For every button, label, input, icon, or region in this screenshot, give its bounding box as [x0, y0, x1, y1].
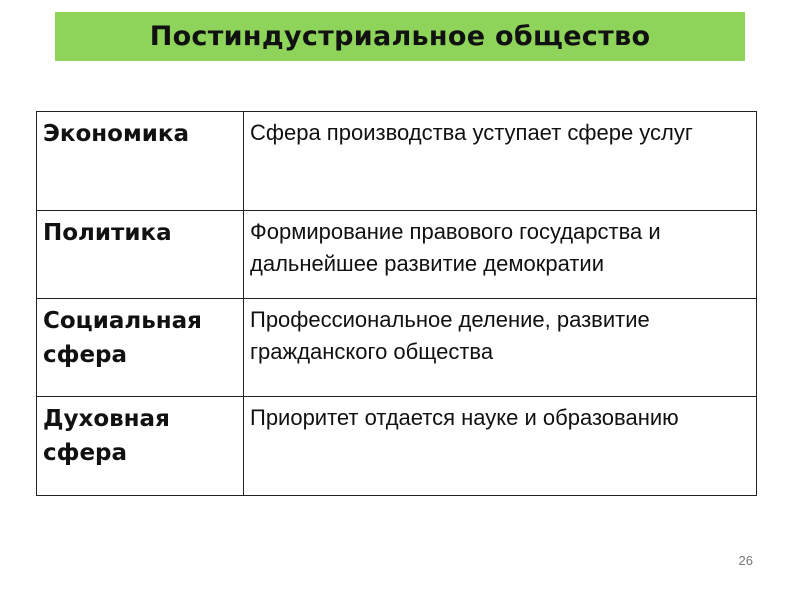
- table-row: [37, 211, 757, 299]
- row-label: Духовная сфера: [37, 397, 244, 496]
- title-banner: [55, 12, 745, 61]
- row-description: Формирование правового государства и дальнейшее развитие демократии: [244, 211, 757, 299]
- row-label: Экономика: [37, 112, 244, 211]
- page-number: 26: [738, 553, 753, 568]
- society-table: [36, 111, 757, 496]
- table-row: [37, 299, 757, 397]
- row-description: Сфера производства уступает сфере услуг: [244, 112, 757, 211]
- row-label: Политика: [37, 211, 244, 299]
- table-row: [37, 112, 757, 211]
- slide-title: Постиндустриальное общество: [149, 21, 651, 52]
- row-description: Приоритет отдается науке и образованию: [244, 397, 757, 496]
- table-row: [37, 397, 757, 496]
- row-description: Профессиональное деление, развитие гражданского общества: [244, 299, 757, 397]
- row-label: Социальная сфера: [37, 299, 244, 397]
